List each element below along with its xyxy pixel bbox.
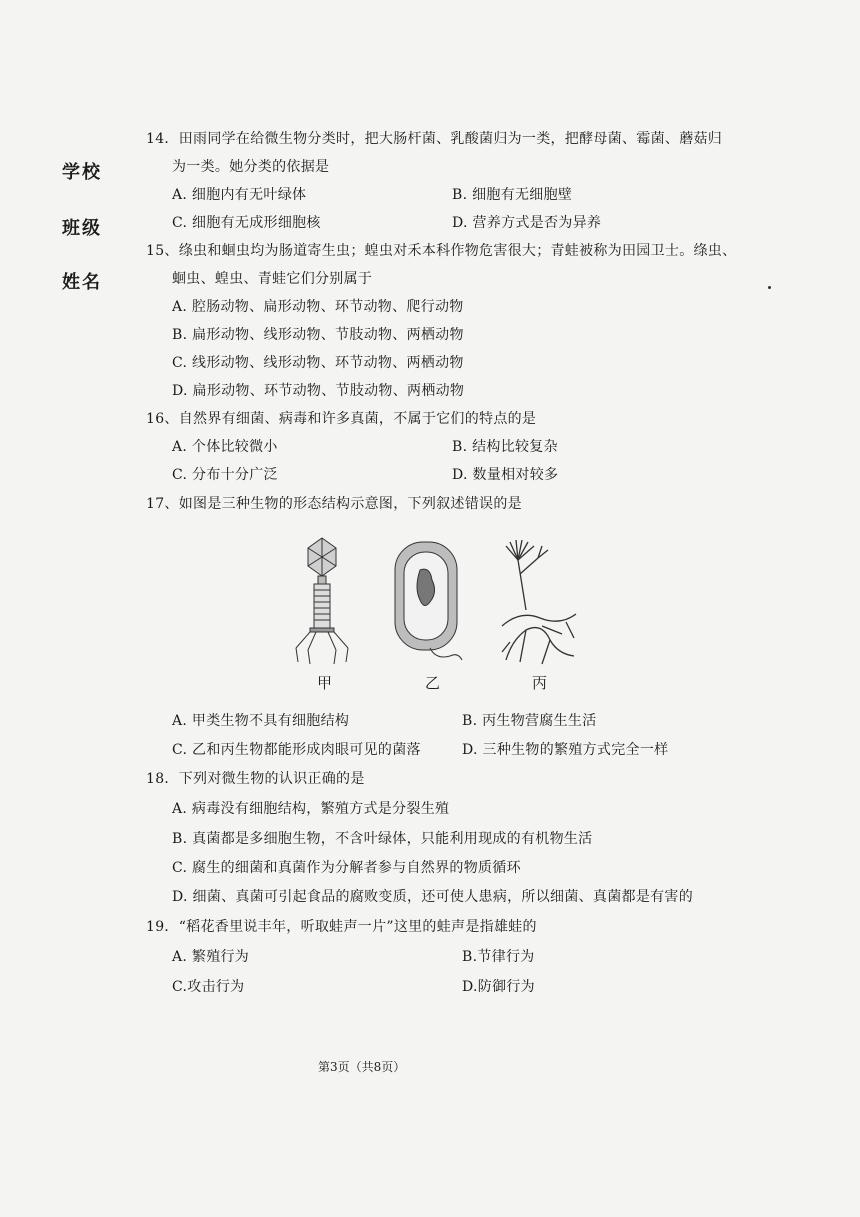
- q17-option-b: B. 丙生物营腐生生活: [462, 713, 597, 729]
- side-label-class: 班级: [62, 218, 102, 239]
- q14-option-a: A. 细胞内有无叶绿体: [172, 187, 307, 203]
- q16-option-a: A. 个体比较微小: [172, 439, 278, 455]
- q17-stem: 17、如图是三种生物的形态结构示意图，下列叙述错误的是: [146, 496, 522, 512]
- q15-option-a: A. 腔肠动物、扁形动物、环节动物、爬行动物: [172, 299, 464, 315]
- figure-label-jia: 甲: [317, 674, 333, 692]
- q19-option-b: B.节律行为: [462, 949, 535, 965]
- q16-option-d: D. 数量相对较多: [452, 467, 559, 483]
- q16-stem: 16、自然界有细菌、病毒和许多真菌，不属于它们的特点的是: [146, 411, 537, 427]
- q17-option-c: C. 乙和丙生物都能形成肉眼可见的菌落: [172, 742, 421, 758]
- speck-dot: [768, 286, 771, 289]
- q18-stem: 18．下列对微生物的认识正确的是: [146, 771, 365, 787]
- side-label-name: 姓名: [62, 272, 102, 293]
- q18-option-a: A. 病毒没有细胞结构，繁殖方式是分裂生殖: [172, 801, 450, 817]
- q18-option-d: D. 细菌、真菌可引起食品的腐败变质，还可使人患病，所以细菌、真菌都是有害的: [172, 889, 694, 905]
- page-number-footer: 第3页（共8页）: [318, 1060, 406, 1074]
- q15-stem-line1: 15、绦虫和蛔虫均为肠道寄生虫；蝗虫对禾本科作物危害很大；青蛙被称为田园卫士。绦虫、: [146, 243, 737, 259]
- q17-figure: [280, 530, 600, 670]
- side-label-school: 学校: [62, 162, 102, 183]
- figure-label-yi: 乙: [425, 674, 441, 692]
- q19-option-d: D.防御行为: [462, 979, 535, 995]
- q19-stem: 19．“稻花香里说丰年，听取蛙声一片”这里的蛙声是指雄蛙的: [146, 919, 537, 935]
- q14-option-c: C. 细胞有无成形细胞核: [172, 215, 321, 231]
- q14-stem-line1: 14．田雨同学在给微生物分类时，把大肠杆菌、乳酸菌归为一类，把酵母菌、霉菌、蘑菇归: [146, 131, 723, 147]
- q15-option-d: D. 扁形动物、环节动物、节肢动物、两栖动物: [172, 383, 465, 399]
- bacterium-illustration: [395, 542, 462, 660]
- q14-option-b: B. 细胞有无细胞壁: [452, 187, 573, 203]
- figure-label-bing: 丙: [532, 674, 548, 692]
- q18-option-b: B. 真菌都是多细胞生物，不含叶绿体，只能利用现成的有机物生活: [172, 831, 593, 847]
- q15-stem-line2: 蛔虫、蝗虫、青蛙它们分别属于: [172, 271, 373, 287]
- q16-option-b: B. 结构比较复杂: [452, 439, 558, 455]
- q19-option-c: C.攻击行为: [172, 979, 245, 995]
- q15-option-c: C. 线形动物、线形动物、环节动物、两栖动物: [172, 355, 464, 371]
- q14-option-d: D. 营养方式是否为异养: [452, 215, 602, 231]
- q18-option-c: C. 腐生的细菌和真菌作为分解者参与自然界的物质循环: [172, 860, 521, 876]
- q17-option-a: A. 甲类生物不具有细胞结构: [172, 713, 350, 729]
- mold-illustration: [502, 540, 576, 664]
- q16-option-c: C. 分布十分广泛: [172, 467, 278, 483]
- q19-option-a: A. 繁殖行为: [172, 949, 250, 965]
- q15-option-b: B. 扁形动物、线形动物、节肢动物、两栖动物: [172, 327, 464, 343]
- bacteriophage-illustration: [296, 538, 348, 664]
- q17-option-d: D. 三种生物的繁殖方式完全一样: [462, 742, 669, 758]
- q14-stem-line2: 为一类。她分类的依据是: [172, 159, 330, 175]
